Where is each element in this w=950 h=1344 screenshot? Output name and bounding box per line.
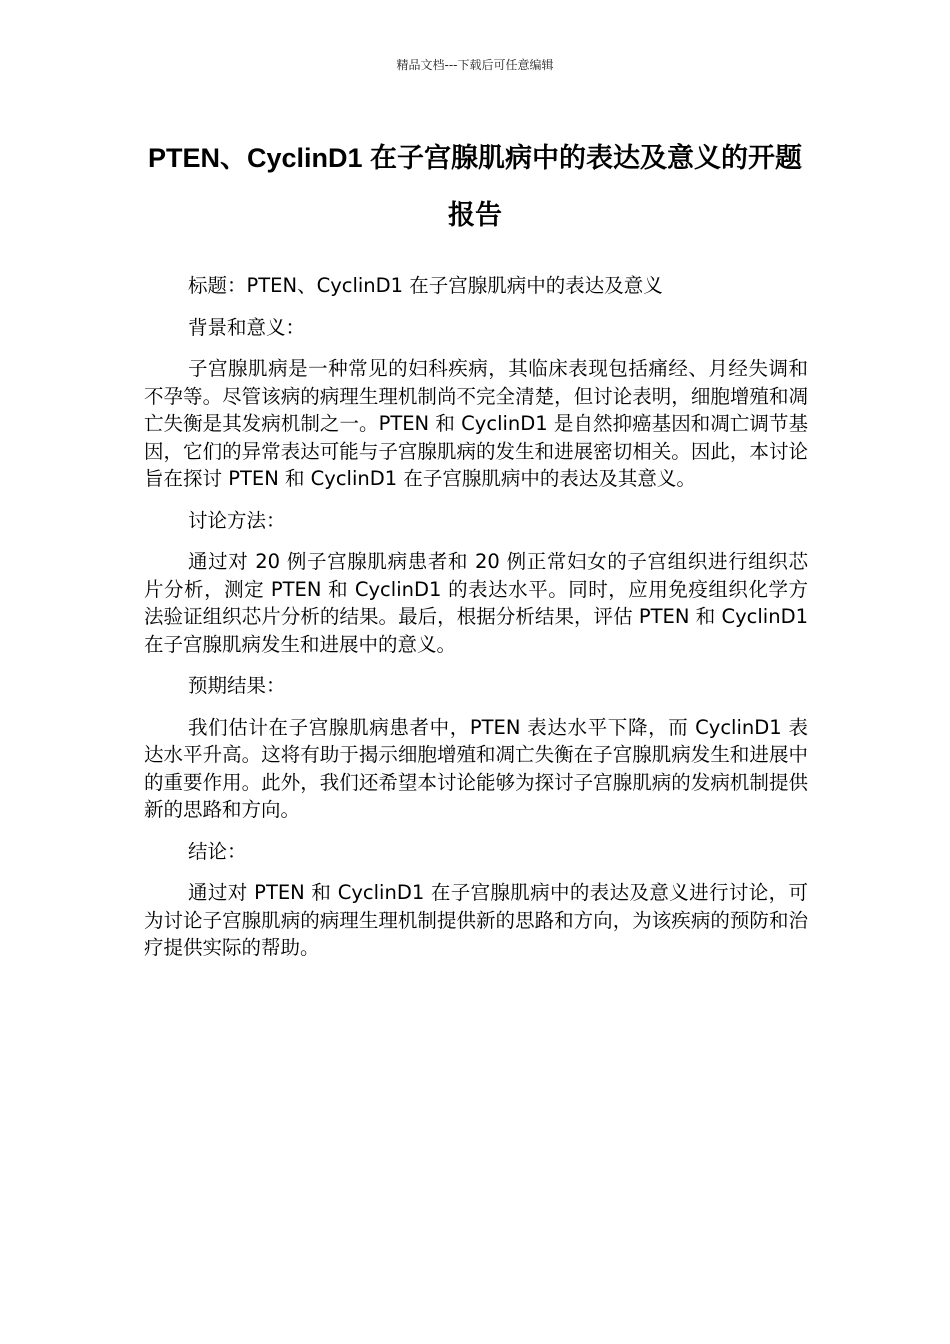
section-heading-expected-results: 预期结果： xyxy=(188,674,286,697)
document-title: PTEN、CyclinD1 在子宫腺肌病中的表达及意义的开题报告 xyxy=(147,143,803,230)
header-note: 精品文档---下载后可任意编辑 xyxy=(396,58,554,72)
title-line: 标题：PTEN、CyclinD1 在子宫腺肌病中的表达及意义 xyxy=(188,274,663,297)
section-heading-methods: 讨论方法： xyxy=(188,508,286,532)
section-body-expected-results: 我们估计在子宫腺肌病患者中，PTEN 表达水平下降，而 CyclinD1 表达水平升高。这将有助于揭示细胞增殖和凋亡失衡在子宫腺肌病发生和进展中的重要作用。此外，我们还希望本讨论能够为探讨子宫腺肌病的发病机制提供新的思路和方向。 xyxy=(144,715,808,821)
section-body-conclusion: 通过对 PTEN 和 CyclinD1 在子宫腺肌病中的表达及意义进行讨论，可为讨论子宫腺肌病的病理生理机制提供新的思路和方向，为该疾病的预防和治疗提供实际的帮助。 xyxy=(144,881,808,959)
section-body-background: 子宫腺肌病是一种常见的妇科疾病，其临床表现包括痛经、月经失调和不孕等。尽管该病的病理生理机制尚不完全清楚，但讨论表明，细胞增殖和凋亡失衡是其发病机制之一。PTEN 和 CyclinD1 是自然抑癌基因和凋亡调节基因，它们的异常表达可能与子宫腺肌病的发生和进展密切相关。因此，本讨论旨在探讨 PTEN 和 CyclinD1 在子宫腺肌病中的表达及其意义。 xyxy=(144,357,808,490)
section-heading-background: 背景和意义： xyxy=(188,315,306,339)
section-body-methods: 通过对 20 例子宫腺肌病患者和 20 例正常妇女的子宫组织进行组织芯片分析，测定 PTEN 和 CyclinD1 的表达水平。同时，应用免疫组织化学方法验证组织芯片分析的结果。最后，根据分析结果，评估 PTEN 和 CyclinD1 在子宫腺肌病发生和进展中的意义。 xyxy=(144,550,808,656)
section-heading-conclusion: 结论： xyxy=(188,839,247,863)
document-body xyxy=(144,272,808,976)
